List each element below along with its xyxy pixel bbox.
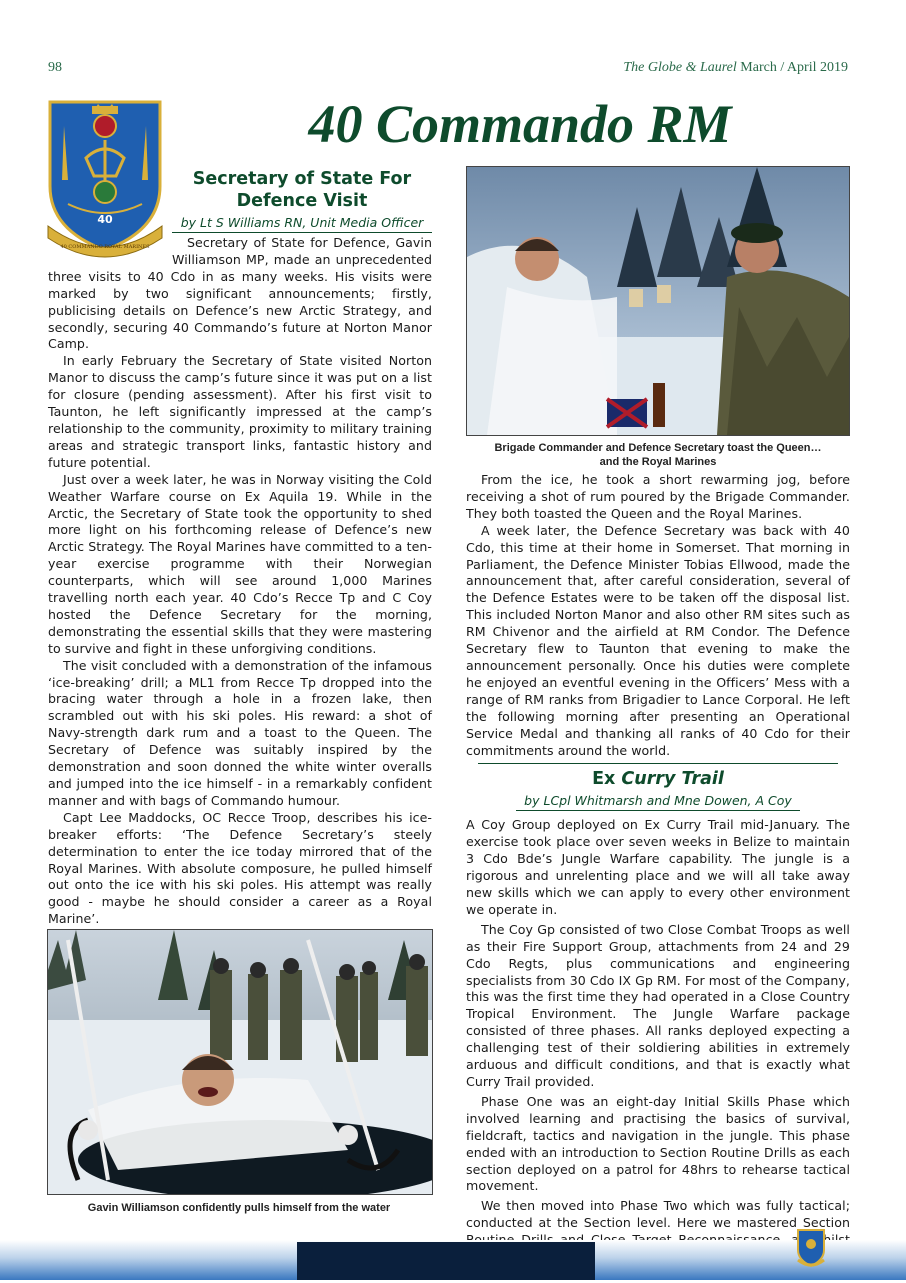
crest-wrap-space xyxy=(48,235,172,257)
article2-byline: by LCpl Whitmarsh and Mne Dowen, A Coy xyxy=(516,790,800,811)
article1-para-1: Secretary of State for Defence, Gavin Williamson MP, made an unprecedented three visits to 40 Cdo in as many weeks. His visits were marked by two significant announcements; firstly, publicising details on Defence’s new Arctic Strategy, and secondly, securing 40 Commando’s future at Norton Manor Camp. xyxy=(48,235,432,352)
article1-para-3: Just over a week later, he was in Norway visiting the Cold Weather Warfare course on Ex Aquila 19. While in the Arctic, the Secretary of State took the opportunity to shed more light on his forthcoming release of Defence’s new Arctic Strategy. The Royal Marines have committed to a ten-year exercise programme with their Norwegian counterparts, which will see around 1,000 Marines travelling north each year. 40 Cdo’s Recce Tp and C Coy hosted the Defence Secretary for the morning, demonstrating the essential skills that they were mastering to survive and fight in these unforgiving conditions. xyxy=(48,471,432,656)
photo-left-caption: Gavin Williamson confidently pulls himself from the water xyxy=(87,1202,391,1214)
article2-para-3: Phase One was an eight-day Initial Skills Phase which involved learning and practising the basics of survival, fieldcraft, tactics and navigation in the jungle. This phase ended with an introduction to Section Routine Drills as each section deployed on a patrol for 48hrs to rehearse tactical movement. xyxy=(466,1093,850,1194)
crest-number: 40 xyxy=(97,213,113,226)
right-column xyxy=(466,472,850,1283)
toast-scene xyxy=(467,167,849,435)
footer-dark-block xyxy=(297,1242,595,1280)
left-column xyxy=(48,168,432,928)
article1-para-2: In early February the Secretary of State visited Norton Manor to discuss the camp’s future since it was put on a list for closure (pending assessment). After his first visit to Taunton, he left significantly impressed at the camp’s relationship to the community, proximity to military training areas and strategic transport links, fantastic history and future potential. xyxy=(48,353,432,470)
crest-banner: 40 COMMANDO ROYAL MARINES xyxy=(60,244,150,250)
article2-para-4: We then moved into Phase Two which was fully tactical; conducted at the Section level. Here we mastered Section xyxy=(466,1198,850,1231)
article1-byline: by Lt S Williams RN, Unit Media Officer xyxy=(172,212,432,233)
photo-right-caption xyxy=(466,441,850,469)
article2-heading xyxy=(466,768,850,790)
article-title: 40 Commando RM xyxy=(308,94,732,154)
page-number: 98 xyxy=(48,60,62,75)
article1-para-7: A week later, the Defence Secretary was back with 40 Cdo, this time at their home in Somerset. That morning in Parliament, the Defence Minister Tobias Ellwood, made the announcement that, after careful consideration, several of the Defence Estates were to be taken off the disposal list. This included Norton Manor and also other RM sites such as RM Chivenor and the airfield at RM Condor. The Defence Secretary flew to Taunton that evening to make the announcement personally. Once his duties were complete he enjoyed an eventful evening in the Officers’ Mess with a range of RM ranks from Brigadier to Lance Corporal. He left the following morning after presenting an Operational Service Medal and thanking all ranks of 40 Cdo for their commitments around the world. xyxy=(466,522,850,758)
article1-para-6: From the ice, he took a short rewarming jog, before receiving a shot of rum poured by the Brigade Commander. They both toasted the Queen and the Royal Marines. xyxy=(466,472,850,521)
ice-hole-scene xyxy=(48,930,432,1194)
article1-para-4: The visit concluded with a demonstration of the infamous ‘ice-breaking’ drill; a ML1 from Recce Tp dropped into the bracing water through a hole in a frozen lake, then scrambled out with his ski poles. His reward: a shot of Navy-strength dark rum and a toast to the Queen. The Secretary of Defence was suitably inspired by the demonstration and soon donned the white winter overalls and jumped into the ice himself - in a remarkably confident manner and with bags of Commando humour. xyxy=(48,657,432,808)
article2-para-1: A Coy Group deployed on Ex Curry Trail mid-January. The exercise took place over seven weeks in Belize to maintain 3 Cdo Bde’s Jungle Warfare capability. The jungle is a rigorous and unrelenting place and we will all take away new skills which we can apply to every other environment we operate in. xyxy=(466,817,850,917)
photo-ice-hole xyxy=(47,929,433,1195)
issue-date: March / April 2019 xyxy=(740,60,848,75)
section-divider xyxy=(478,763,838,764)
publication-name: The Globe & Laurel xyxy=(623,60,737,75)
article2-heading-italic: Curry Trail xyxy=(621,769,724,790)
photo-right-caption-line1: Brigade Commander and Defence Secretary toast the Queen… xyxy=(494,442,822,454)
article2-heading-prefix: Ex xyxy=(592,769,616,790)
issue-line xyxy=(623,60,848,76)
photo-right-caption-line2: and the Royal Marines xyxy=(599,456,717,468)
photo-toast xyxy=(466,166,850,436)
footer-crest-icon xyxy=(796,1228,826,1268)
article1-para-5: Capt Lee Maddocks, OC Recce Troop, describes his ice-breaker efforts: ‘The Defence Secretary’s steely determination to enter the ice today mirrored that of the Royal Marines. With absolute composure, he pulled himself out onto the ice with his ski poles. His attempt was really good - maybe he should consider a career as a Royal Marine’. xyxy=(48,809,432,927)
article2-para-2: The Coy Gp consisted of two Close Combat Troops as well as their Fire Support Group, attachments from 24 and 29 Cdo Regts, plus communications and engineering specialists from 30 Cdo IX Gp RM. For most of the Company, this was the first time they had operated in a Close Country Tropical Environment. The Jungle Warfare package consisted of three phases. All ranks deployed expecting a challenging test of their soldiering abilities in extremely arduous and difficult conditions, and that is exactly what Curry Trail provided. xyxy=(466,921,850,1089)
article1-heading: Secretary of State For Defence Visit xyxy=(192,169,412,211)
